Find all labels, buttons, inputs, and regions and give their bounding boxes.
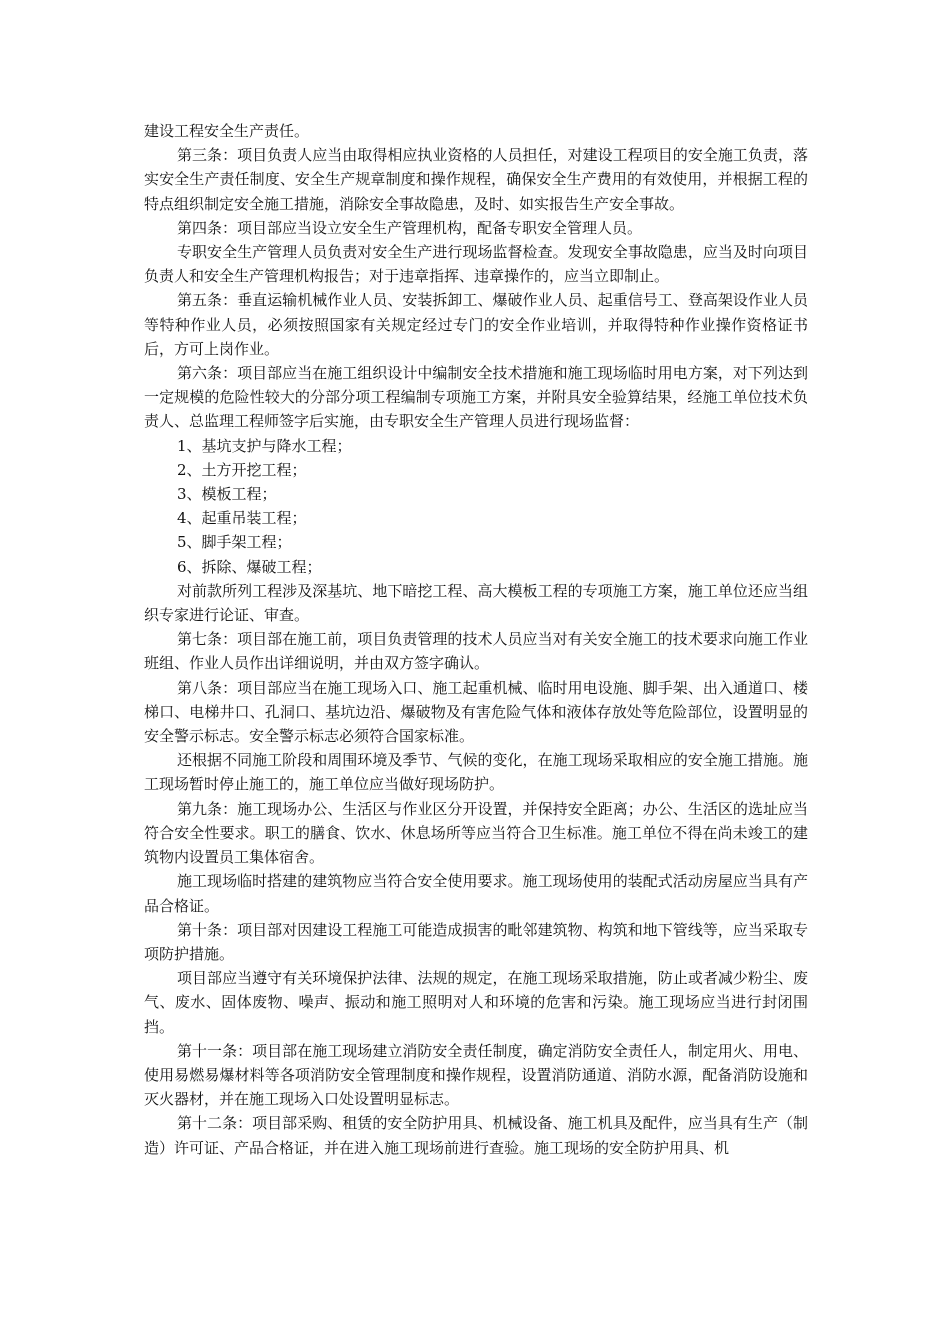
article-12-paragraph: 第十二条：项目部采购、租赁的安全防护用具、机械设备、施工机具及配件，应当具有生产（制造）许可证、产品合格证，并在进入施工现场前进行查验。施工现场的安全防护用具、机 xyxy=(144,1114,808,1157)
list-item-5: 5、脚手架工程； xyxy=(177,533,292,552)
list-item-2: 2、土方开挖工程； xyxy=(177,460,307,479)
safety-supervisor-paragraph: 专职安全生产管理人员负责对安全生产进行现场监督检查。发现安全事故隐患，应当及时向项目负责人和安全生产管理机构报告；对于违章指挥、违章操作的，应当立即制止。 xyxy=(144,243,808,286)
list-item-6: 6、拆除、爆破工程； xyxy=(177,557,322,576)
article-9-paragraph: 第九条：施工现场办公、生活区与作业区分开设置，并保持安全距离；办公、生活区的选址应当符合安全性要求。职工的膳食、饮水、休息场所等应当符合卫生标准。施工单位不得在尚未竣工的建筑物内设置员工集体宿舍。 xyxy=(144,799,808,867)
environmental-protection-paragraph: 项目部应当遵守有关环境保护法律、法规的规定，在施工现场采取措施，防止或者减少粉尘、废气、废水、固体废物、噪声、振动和施工照明对人和环境的危害和污染。施工现场应当进行封闭围挡。 xyxy=(144,969,808,1036)
article-3-paragraph: 第三条：项目负责人应当由取得相应执业资格的人员担任，对建设工程项目的安全施工负责，落实安全生产责任制度、安全生产规章制度和操作规程，确保安全生产费用的有效使用，并根据工程的特点组织制定安全施工措施，消除安全事故隐患，及时、如实报告生产安全事故。 xyxy=(144,146,808,213)
article-7-paragraph: 第七条：项目部在施工前，项目负责管理的技术人员应当对有关安全施工的技术要求向施工作业班组、作业人员作出详细说明，并由双方签字确认。 xyxy=(144,630,808,673)
article-5-paragraph: 第五条：垂直运输机械作业人员、安装拆卸工、爆破作业人员、起重信号工、登高架设作业人员等特种作业人员，必须按照国家有关规定经过专门的安全作业培训，并取得特种作业操作资格证书后，方可上岗作业。 xyxy=(144,291,808,358)
article-10-paragraph: 第十条：项目部对因建设工程施工可能造成损害的毗邻建筑物、构筑和地下管线等，应当采取专项防护措施。 xyxy=(144,920,808,963)
list-item-1: 1、基坑支护与降水工程； xyxy=(177,436,352,455)
list-item-4: 4、起重吊装工程； xyxy=(177,509,307,528)
article-4-paragraph: 第四条：项目部应当设立安全生产管理机构，配备专职安全管理人员。 xyxy=(177,218,643,237)
article-11-paragraph: 第十一条：项目部在施工现场建立消防安全责任制度，确定消防安全责任人，制定用火、用电、使用易燃易爆材料等各项消防安全管理制度和操作规程，设置消防通道、消防水源，配备消防设施和灭火器材，并在施工现场入口处设置明显标志。 xyxy=(144,1041,808,1109)
article-6-paragraph: 第六条：项目部应当在施工组织设计中编制安全技术措施和施工现场临时用电方案，对下列达到一定规模的危险性较大的分部分项工程编制专项施工方案，并附具安全验算结果，经施工单位技术负责人、总监理工程师签字后实施，由专职安全生产管理人员进行现场监督： xyxy=(144,364,808,431)
list-item-3: 3、模板工程； xyxy=(177,485,277,504)
site-measures-paragraph: 还根据不同施工阶段和周围环境及季节、气候的变化，在施工现场采取相应的安全施工措施。施工现场暂时停止施工的，施工单位应当做好现场防护。 xyxy=(144,751,808,794)
expert-review-paragraph: 对前款所列工程涉及深基坑、地下暗挖工程、高大模板工程的专项施工方案，施工单位还应当组织专家进行论证、审查。 xyxy=(144,581,808,625)
temporary-buildings-paragraph: 施工现场临时搭建的建筑物应当符合安全使用要求。施工现场使用的装配式活动房屋应当具有产品合格证。 xyxy=(144,872,808,915)
paragraph-1: 建设工程安全生产责任。 xyxy=(144,122,310,140)
document-page xyxy=(144,119,808,1160)
article-8-paragraph: 第八条：项目部应当在施工现场入口、施工起重机械、临时用电设施、脚手架、出入通道口、楼梯口、电梯井口、孔洞口、基坑边沿、爆破物及有害危险气体和液体存放处等危险部位，设置明显的安全警示标志。安全警示标志必须符合国家标准。 xyxy=(144,678,808,746)
